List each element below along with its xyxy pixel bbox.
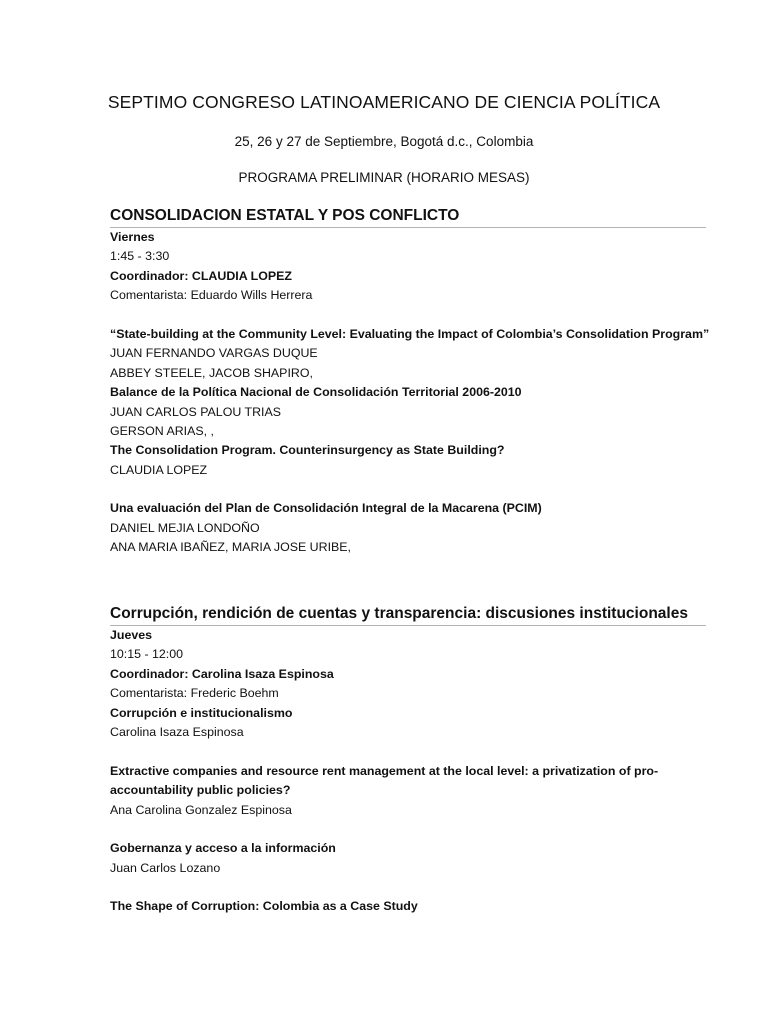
spacer xyxy=(110,306,706,325)
paper-author: CLAUDIA LOPEZ xyxy=(110,462,208,477)
session-commentator: Comentarista: Eduardo Wills Herrera xyxy=(110,288,313,303)
paper-author: JUAN CARLOS PALOU TRIAS xyxy=(110,404,281,419)
paper-title: Corrupción e institucionalismo xyxy=(110,705,293,720)
session-heading: Corrupción, rendición de cuentas y transparencia: discusiones institucionales xyxy=(110,604,706,626)
spacer xyxy=(110,742,706,761)
paper-author: JUAN FERNANDO VARGAS DUQUE xyxy=(110,346,318,361)
session-corrupcion xyxy=(110,604,706,917)
session-day: Viernes xyxy=(110,230,155,244)
paper-title: Balance de la Política Nacional de Consolidación Territorial 2006-2010 xyxy=(110,385,522,400)
paper-title: “State-building at the Community Level: Evaluating the Impact of Colombia’s Consolidation Program” xyxy=(110,326,710,341)
paper-title-line: Extractive companies and resource rent management at the local level: a privatization of pro- xyxy=(110,763,659,778)
session-commentator: Comentarista: Frederic Boehm xyxy=(110,686,279,701)
session-day: Jueves xyxy=(110,628,153,642)
paper-title: Una evaluación del Plan de Consolidación Integral de la Macarena (PCIM) xyxy=(110,501,542,516)
document-dates: 25, 26 y 27 de Septiembre, Bogotá d.c., Colombia xyxy=(234,134,534,149)
session-heading: CONSOLIDACION ESTATAL Y POS CONFLICTO xyxy=(110,206,706,228)
session-coordinator: Coordinador: Carolina Isaza Espinosa xyxy=(110,666,334,681)
paper-author: ANA MARIA IBAÑEZ, MARIA JOSE URIBE, xyxy=(110,540,351,555)
paper-author: Juan Carlos Lozano xyxy=(110,860,221,875)
paper-author: DANIEL MEJIA LONDOÑO xyxy=(110,520,260,535)
spacer xyxy=(110,480,706,499)
paper-author: ABBEY STEELE, JACOB SHAPIRO, xyxy=(110,365,313,380)
session-time: 1:45 - 3:30 xyxy=(110,249,170,264)
paper-title: Gobernanza y acceso a la información xyxy=(110,841,336,856)
paper-title: The Consolidation Program. Counterinsurgency as State Building? xyxy=(110,443,505,458)
paper-author: GERSON ARIAS, , xyxy=(110,423,214,438)
paper-title: The Shape of Corruption: Colombia as a Case Study xyxy=(110,899,418,914)
session-time: 10:15 - 12:00 xyxy=(110,647,184,662)
paper-author: Carolina Isaza Espinosa xyxy=(110,724,244,739)
document-title: SEPTIMO CONGRESO LATINOAMERICANO DE CIENCIA POLÍTICA xyxy=(107,92,661,112)
spacer xyxy=(110,820,706,839)
document-subtitle: PROGRAMA PRELIMINAR (HORARIO MESAS) xyxy=(238,170,530,185)
session-consolidacion xyxy=(110,206,710,558)
paper-author: Ana Carolina Gonzalez Espinosa xyxy=(110,802,292,817)
spacer xyxy=(110,878,706,897)
paper-title-line: accountability public policies? xyxy=(110,783,291,798)
session-coordinator: Coordinador: CLAUDIA LOPEZ xyxy=(110,268,292,283)
